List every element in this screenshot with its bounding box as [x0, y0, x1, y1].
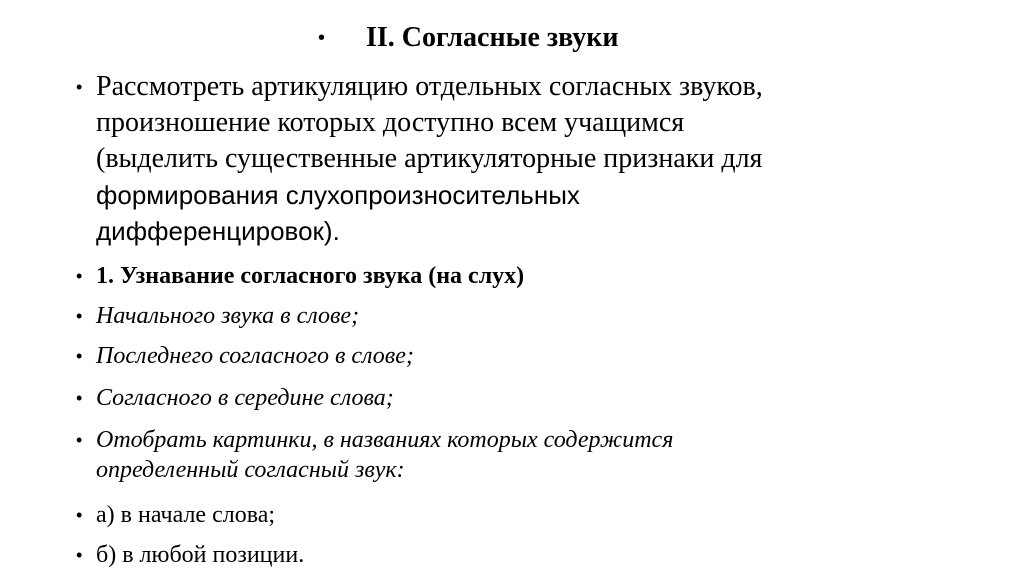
- paragraph-line: Рассмотреть артикуляцию отдельных согласных звуков,: [96, 71, 763, 102]
- list-item-text: Согласного в середине слова;: [96, 385, 394, 411]
- list-item-text: Отобрать картинки, в названиях которых содержится: [96, 427, 674, 453]
- slide-title: [318, 18, 619, 58]
- list-bullet: •: [76, 388, 83, 408]
- list-item-text: а) в начале слова;: [96, 502, 276, 528]
- list-bullet: •: [76, 346, 83, 366]
- list-bullet: •: [76, 545, 83, 565]
- paragraph-line: произношение которых доступно всем учащимся: [96, 107, 685, 138]
- title-bullet: •: [318, 26, 326, 49]
- list-item-text: Начального звука в слове;: [96, 303, 360, 329]
- title-text: II. Согласные звуки: [366, 22, 619, 53]
- list-item-text: 1. Узнавание согласного звука (на слух): [96, 263, 525, 289]
- paragraph-bullet: •: [76, 77, 83, 97]
- list-item-text: б) в любой позиции.: [96, 542, 305, 568]
- paragraph-line: (выделить существенные артикуляторные признаки для: [96, 143, 763, 174]
- list-bullet: •: [76, 505, 83, 525]
- list-bullet: •: [76, 306, 83, 326]
- list-bullet: •: [76, 430, 83, 450]
- list-bullet: •: [76, 266, 83, 286]
- paragraph-line: формирования слухопроизносительных: [96, 180, 580, 210]
- list-item-text: определенный согласный звук:: [96, 457, 405, 483]
- list-item-text: Последнего согласного в слове;: [96, 343, 414, 369]
- paragraph-line: дифференцировок).: [96, 216, 340, 246]
